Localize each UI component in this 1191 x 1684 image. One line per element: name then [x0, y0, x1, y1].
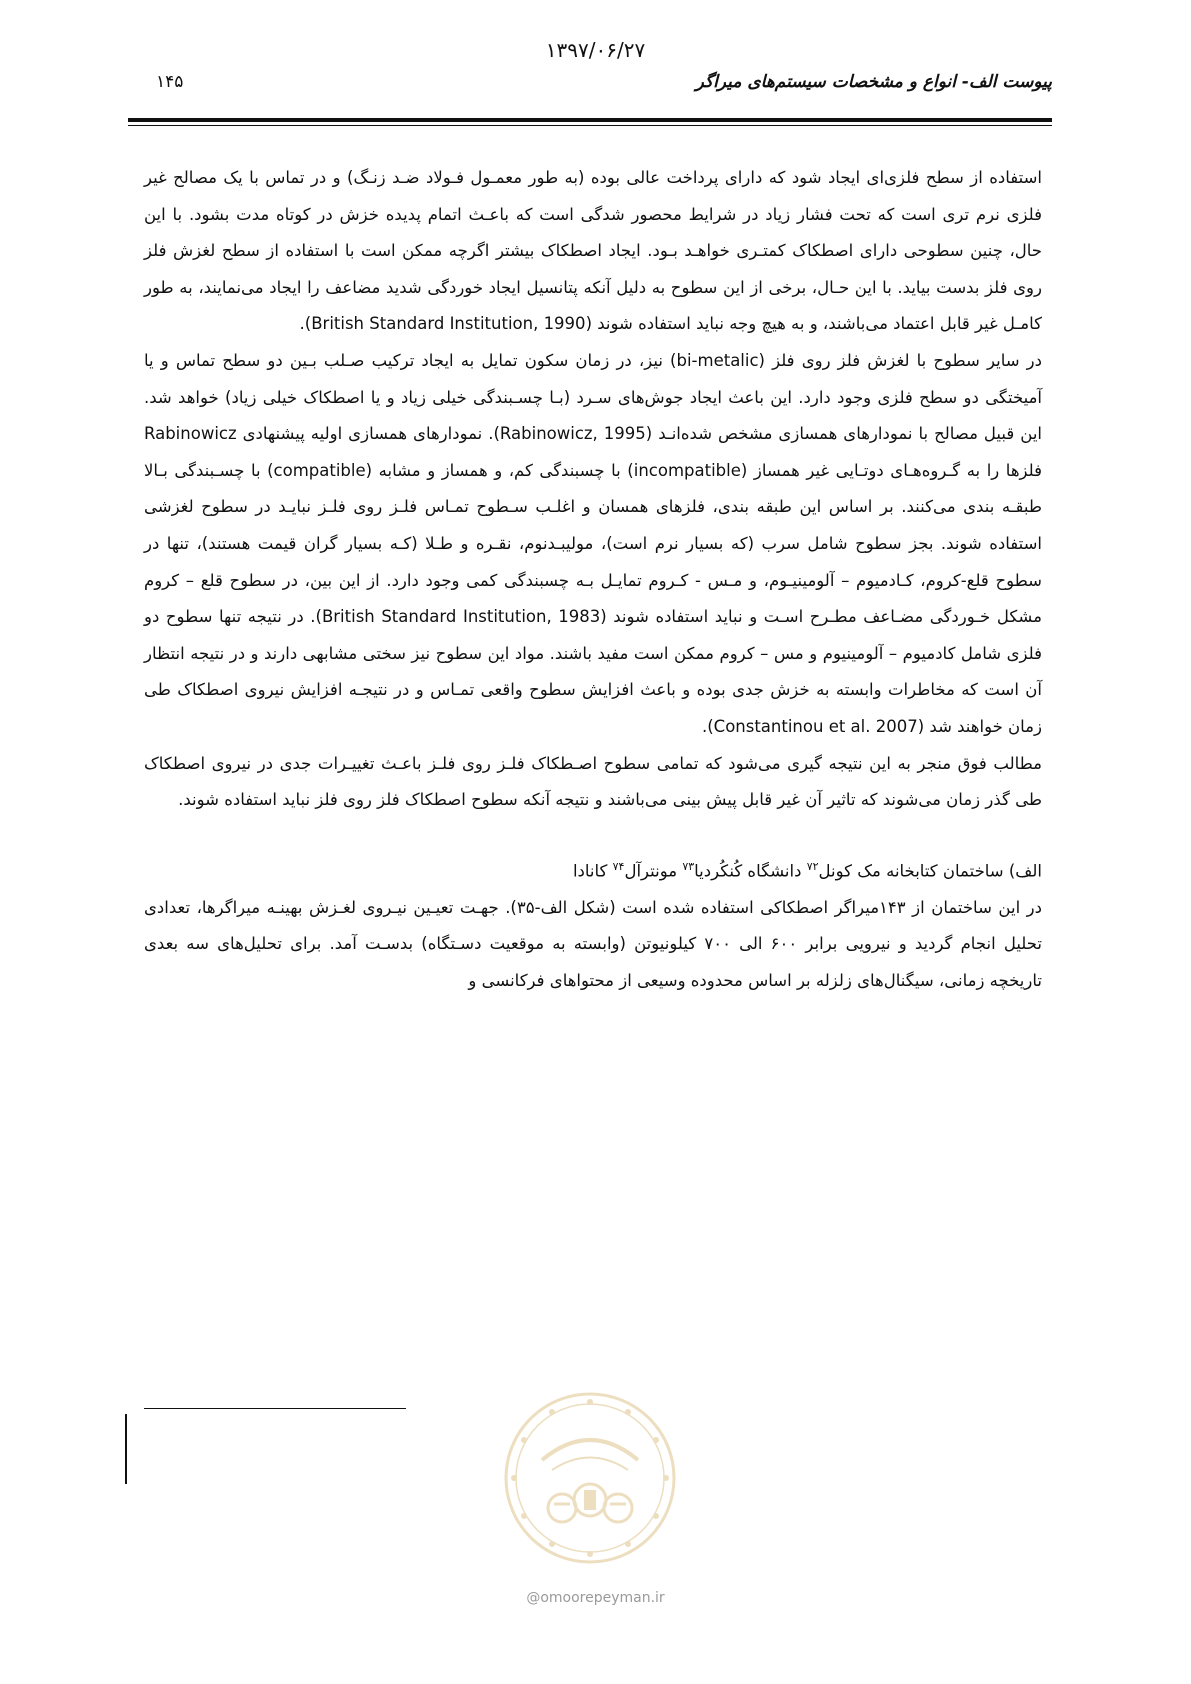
paragraph-1: استفاده از سطح فلزی‌ای ایجاد شود که دارای پرداخت عالی بوده (به طور معمـول فـولاد ضـد زنـگ) و در تماس با یک مصالح غیر فلزی نرم تری است که تحت فشار زیاد در شرایط محصور شدگی است که باعـث اتمام پدیده خزش در کوتاه مدت بشود. با این حال، چنین سطوحی دارای اصطکاک کمتـری خواهـد بـود. ایجاد اصطکاک بیشتر اگرچه ممکن است با استفاده از سطح لغزش فلز روی فلز بدست بیاید. با این حـال، برخی از این سطوح به دلیل آنکه پتانسیل ایجاد خوردگی شدید مضاعف را ایجاد می‌نمایند، به طور کامـل غیر قابل اعتماد می‌باشند، و به هیچ وجه نباید استفاده شوند (British Standard Institution, 1990). [144, 168, 1042, 334]
page-number: ۱۴۵ [156, 72, 184, 92]
section-body: در این ساختمان از ۱۴۳میراگر اصطکاکی استفاده شده است (شکل الف-۳۵). جهـت تعیـین نیـروی لغـزش بهینـه میراگرها، تعدادی تحلیل انجام گردید و نیرویی برابر ۶۰۰ الی ۷۰۰ کیلونیوتن (وابسته به موقعیت دسـتگاه) بدسـت آمد. برای تحلیل‌های سه بعدی تاریخچه زمانی، سیگنال‌های زلزله بر اساس محدوده وسیعی از محتواهای فرکانسی و [144, 897, 1043, 990]
footnote-ref-72: ۷۲ [806, 859, 819, 873]
section-heading-country: کانادا [572, 861, 613, 881]
page-header [128, 68, 1052, 104]
footnote-ref-73: ۷۳ [682, 859, 695, 873]
running-title: پیوست الف- انواع و مشخصات سیستم‌های میراگر [695, 72, 1052, 92]
header-rule-thick [128, 118, 1052, 122]
body-text [144, 160, 1042, 1000]
paragraph-2: در سایر سطوح با لغزش فلز روی فلز (bi-metalic) نیز، در زمان سکون تمایل به ایجاد ترکیب صـلب بـین دو سطح تماس و یا آمیختگی دو سطح فلزی وجود دارد. این باعث ایجاد جوش‌های سـرد (بـا چسـبندگی خیلی زیاد و یا اصطکاک خیلی زیاد) خواهد شد. این قبیل مصالح با نمودارهای همسازی مشخص شده‌انـد (Rabinowicz, 1995). نمودارهای همسازی اولیه پیشنهادی Rabinowicz فلزها را به گـروه‌هـای دوتـایی غیر همساز (incompatible) با چسبندگی کم، و همساز و مشابه (compatible) با چسـبندگی بـالا طبقـه بندی می‌کنند. بر اساس این طبقه بندی، فلزهای همسان و اغلـب سـطوح تمـاس فلـز روی فلـز نبایـد در سطوح لغزشی استفاده شوند. بجز سطوح شامل سرب (که بسیار نرم است)، مولیبـدنوم، نقـره و طـلا (کـه بسیار گران قیمت هستند)، تنها در سطوح قلع-کروم، کـادمیوم – آلومینیـوم، و مـس - کـروم تمایـل بـه چسبندگی کمی وجود دارد. از این بین، در سطوح قلع – کروم مشکل خـوردگی مضـاعف مطـرح اسـت و نباید استفاده شوند (British Standard Institution, 1983). در نتیجه تنها سطوح دو فلزی شامل کادمیوم – آلومینیوم و مس – کروم ممکن است مفید باشند. مواد این سطوح نیز سختی مشابهی دارند و در نتیجه انتظار آن است که مخاطرات وابسته به خزش جدی بوده و باعث افزایش سطوح واقعی تمـاس و در نتیجـه افزایش نیروی اصطکاک طی زمان خواهند شد (Constantinou et al. 2007). [144, 350, 1043, 736]
section-heading-university: دانشگاه کُنکُردیا [694, 861, 807, 881]
page-date: ۱۳۹۷/۰۶/۲۷ [545, 38, 646, 62]
watermark-seal [502, 1390, 678, 1566]
watermark-url: @omoorepeyman.ir [526, 1590, 665, 1606]
margin-line [125, 1414, 127, 1484]
section-heading [144, 849, 1042, 890]
footnote-ref-74: ۷۴ [612, 859, 625, 873]
header-rule-thin [128, 125, 1052, 126]
section-heading-city: مونترآل [624, 861, 683, 881]
footnote-separator [144, 1408, 406, 1409]
paragraph-3: مطالب فوق منجر به این نتیجه گیری می‌شود که تمامی سطوح اصـطکاک فلـز روی فلـز باعـث تغییـرات جدی در نیروی اصطکاک طی گذر زمان می‌شوند که تاثیر آن غیر قابل پیش بینی می‌باشند و نتیجه آنکه سطوح اصطکاک فلز روی فلز نباید استفاده شوند. [144, 753, 1042, 810]
section-heading-text: الف) ساختمان کتابخانه مک کونل [818, 861, 1042, 881]
